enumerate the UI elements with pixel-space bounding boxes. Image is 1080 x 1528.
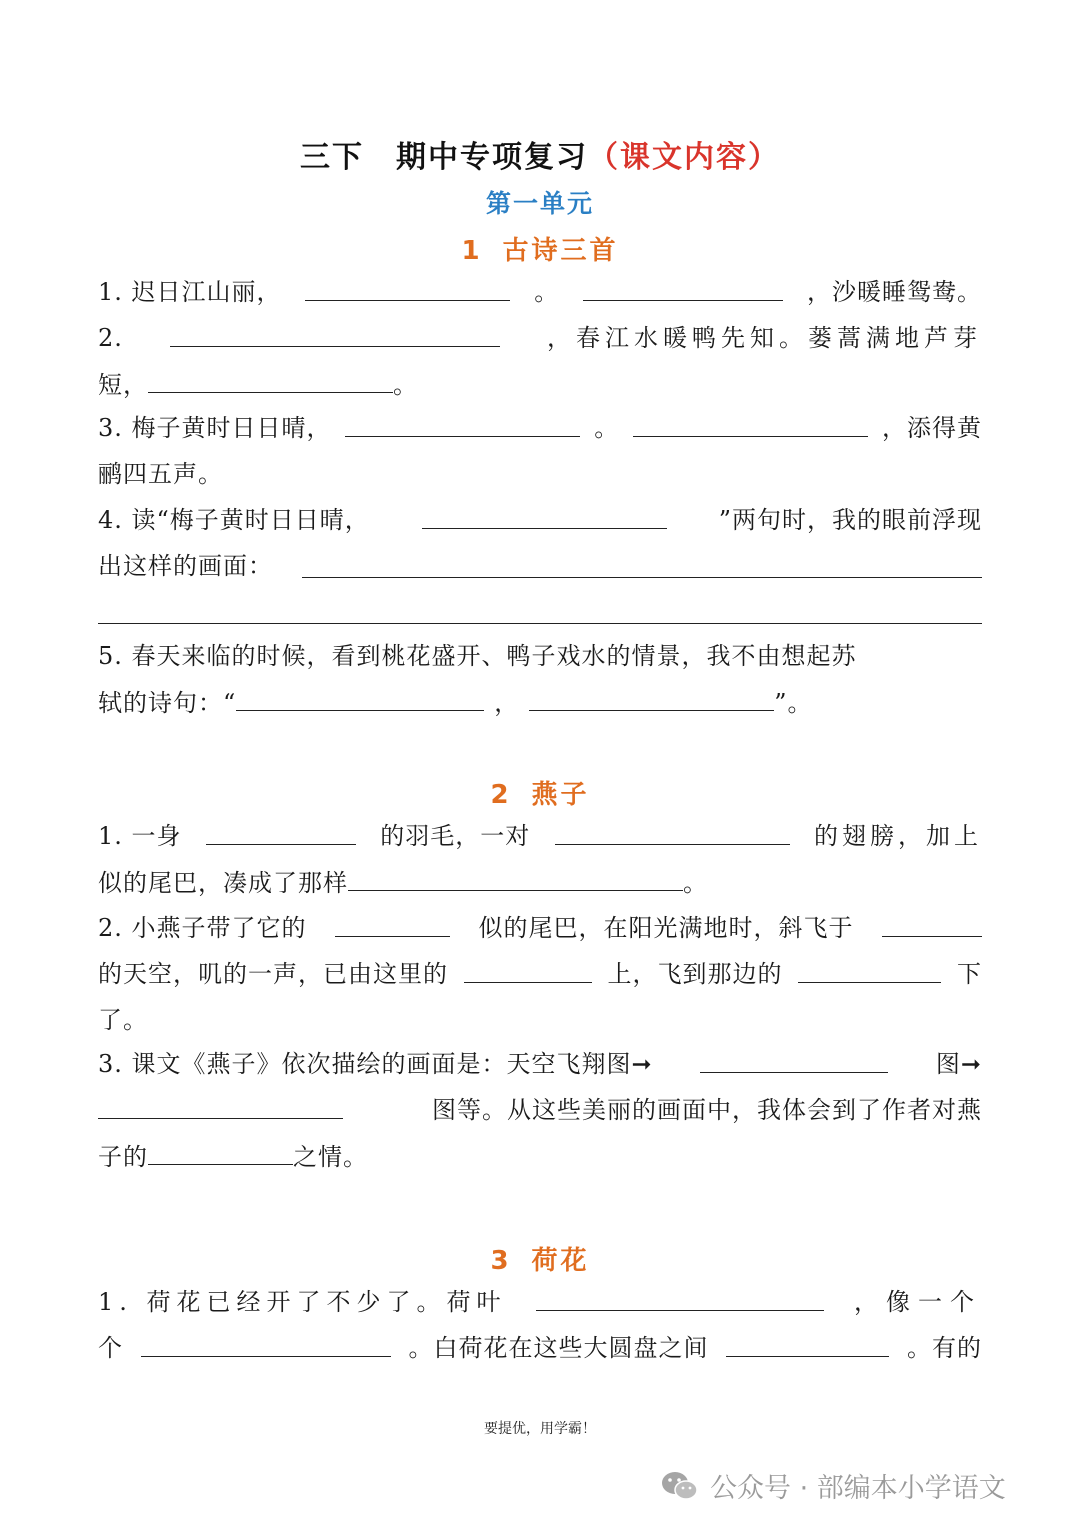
wechat-icon	[660, 1469, 700, 1503]
question-line: 4. 读“梅子黄时日日晴， ”两句时，我的眼前浮现	[98, 500, 982, 540]
lesson-number: 1	[461, 236, 483, 266]
answer-blank[interactable]	[529, 682, 774, 711]
answer-blank[interactable]	[700, 1044, 888, 1073]
question-line: 2. 小燕子带了它的 似的尾巴，在阳光满地时，斜飞于	[98, 908, 982, 948]
page-title	[0, 132, 1080, 176]
question-line: 轼的诗句：“ ， ”。	[98, 682, 982, 722]
question-line: 子的 之情。	[98, 1136, 982, 1176]
question-line: 1. 一身 的羽毛，一对 的翅膀，加上	[98, 816, 982, 856]
question-line: 3. 课文《燕子》依次描绘的画面是：天空飞翔图➞ 图➞	[98, 1044, 982, 1084]
lesson-number: 3	[490, 1246, 512, 1276]
answer-blank[interactable]	[345, 408, 580, 437]
answer-blank[interactable]	[170, 318, 500, 347]
answer-blank[interactable]	[348, 862, 683, 891]
answer-blank[interactable]	[726, 1328, 889, 1357]
answer-blank[interactable]	[464, 954, 592, 983]
question-line: 了。	[98, 1006, 148, 1034]
lesson-1-heading	[0, 230, 1080, 267]
answer-blank[interactable]	[536, 1282, 824, 1311]
question-line: 鹂四五声。	[98, 460, 223, 488]
question-line: 1. 迟日江山丽， 。 ，沙暖睡鸳鸯。	[98, 272, 982, 312]
lesson-number: 2	[490, 780, 512, 810]
answer-blank[interactable]	[633, 408, 868, 437]
answer-blank[interactable]	[583, 272, 783, 301]
watermark-text: 公众号 · 部编本小学语文	[710, 1473, 1006, 1504]
lesson-name: 古诗三首	[502, 236, 619, 266]
question-line: 1. 荷花已经开了不少了。荷叶 ，像一个	[98, 1282, 982, 1322]
question-line: 短， 。	[98, 364, 982, 404]
watermark	[660, 1466, 1006, 1505]
answer-line[interactable]	[302, 577, 982, 578]
footer-slogan: 要提优，用学霸！	[484, 1421, 596, 1437]
answer-blank[interactable]	[798, 954, 941, 983]
answer-blank[interactable]	[555, 816, 790, 845]
answer-blank[interactable]	[335, 908, 450, 937]
lesson-3-heading	[0, 1240, 1080, 1277]
answer-blank[interactable]	[206, 816, 356, 845]
question-line: 个 。白荷花在这些大圆盘之间 。有的	[98, 1328, 982, 1368]
question-line: 出这样的画面：	[98, 552, 273, 580]
question-line: 2. ，春江水暖鸭先知。蒌蒿满地芦芽	[98, 318, 982, 358]
answer-blank[interactable]	[141, 1328, 391, 1357]
answer-blank[interactable]	[422, 500, 667, 529]
answer-blank[interactable]	[236, 682, 484, 711]
answer-blank[interactable]	[882, 908, 982, 937]
lesson-name: 荷花	[531, 1246, 590, 1276]
lesson-name: 燕子	[531, 780, 590, 810]
question-line: 5. 春天来临的时候，看到桃花盛开、鸭子戏水的情景，我不由想起苏	[98, 642, 857, 670]
question-line: 似的尾巴，凑成了那样 。	[98, 862, 982, 902]
question-line: 3. 梅子黄时日日晴， 。 ，添得黄	[98, 408, 982, 448]
lesson-2-heading	[0, 774, 1080, 811]
question-line: 图等。从这些美丽的画面中，我体会到了作者对燕	[98, 1090, 982, 1130]
answer-blank[interactable]	[305, 272, 510, 301]
title-highlight: （课文内容）	[588, 140, 780, 175]
answer-line[interactable]	[98, 623, 982, 624]
answer-blank[interactable]	[148, 1136, 293, 1165]
question-line: 的天空，叽的一声，已由这里的 上，飞到那边的 下	[98, 954, 982, 994]
answer-blank[interactable]	[148, 364, 393, 393]
unit-title: 第一单元	[485, 189, 594, 218]
title-main: 三下 期中专项复习	[300, 140, 588, 175]
answer-blank[interactable]	[98, 1090, 343, 1119]
